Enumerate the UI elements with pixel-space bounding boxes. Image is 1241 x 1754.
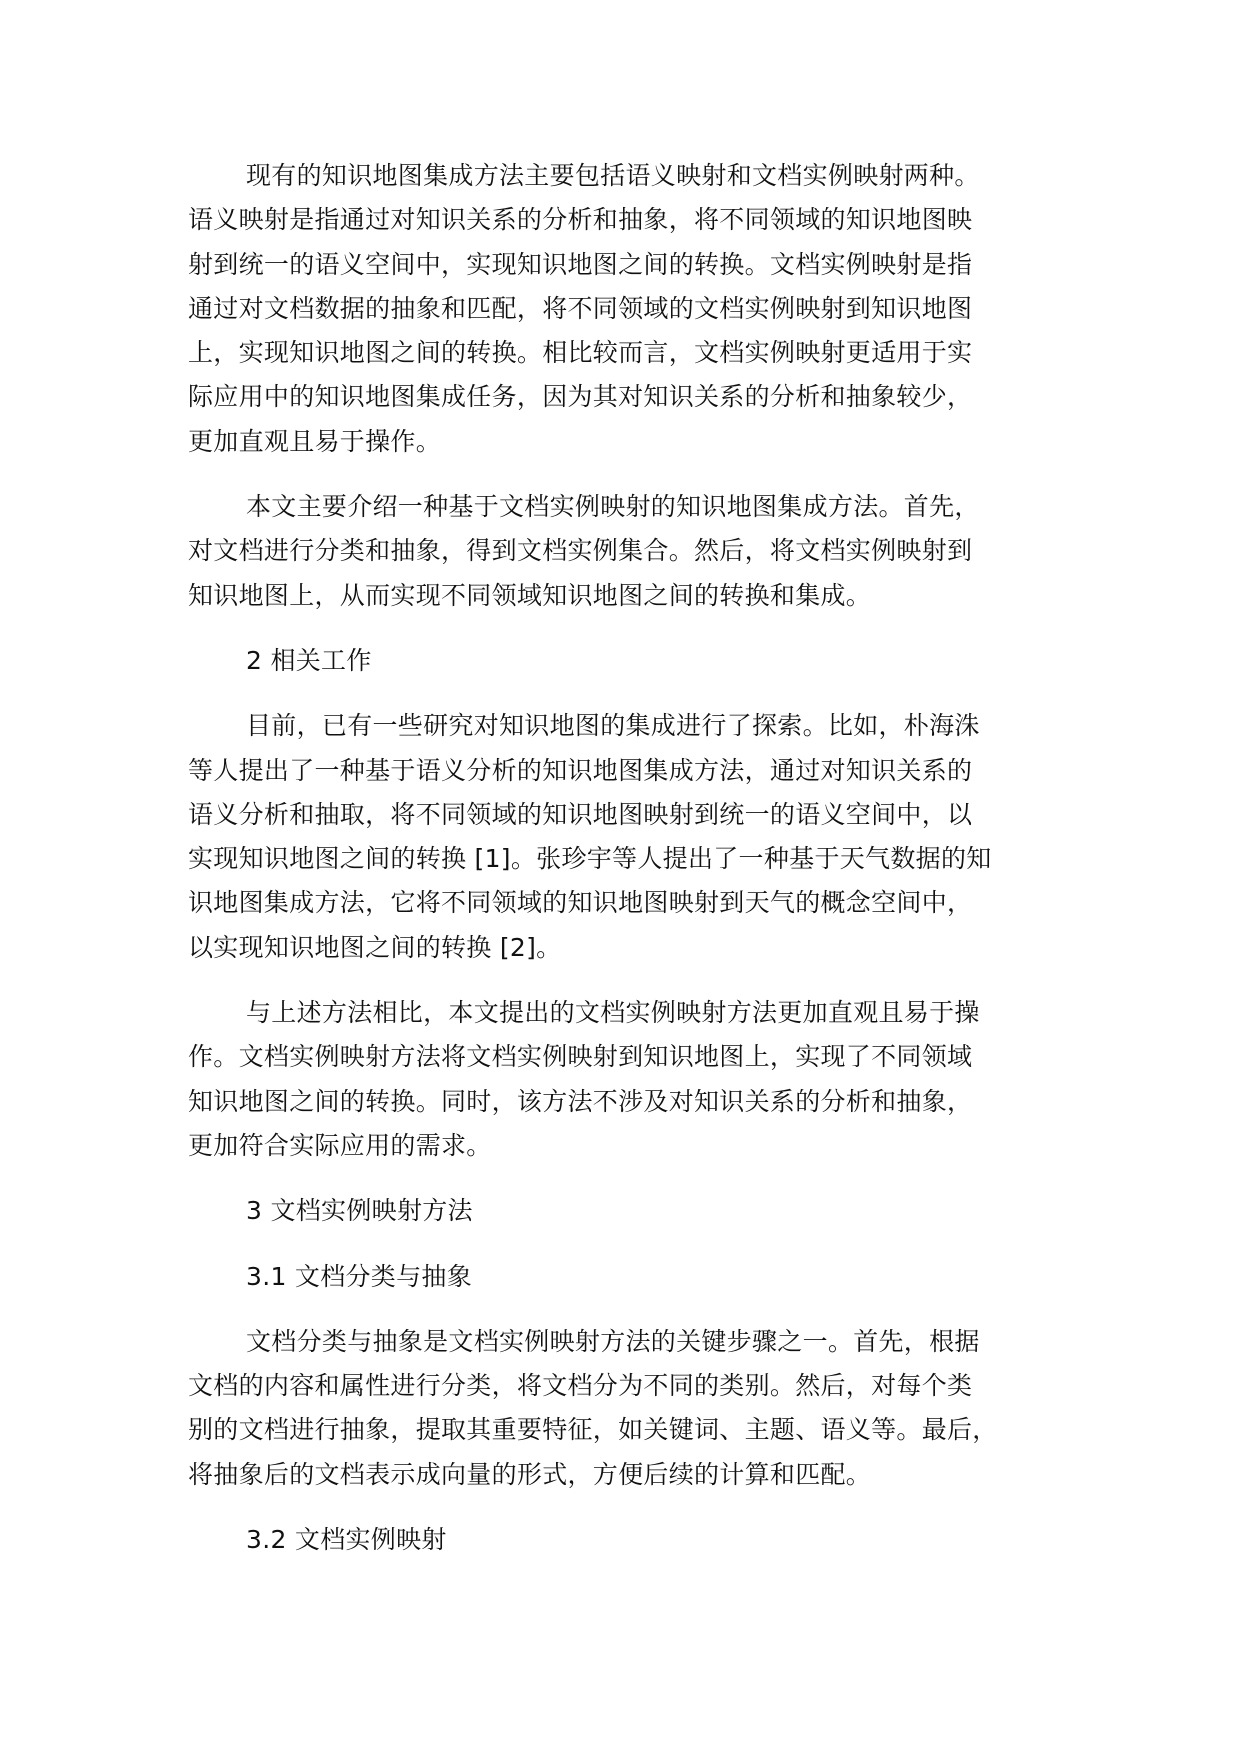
paragraph-classification xyxy=(188,1320,1058,1497)
text-line: 通过对文档数据的抽象和匹配，将不同领域的文档实例映射到知识地图 xyxy=(188,293,973,323)
text-line: 更加符合实际应用的需求。 xyxy=(188,1130,492,1160)
text-line: 以实现知识地图之间的转换 [2]。 xyxy=(188,932,562,962)
subsection-heading-3-2: 3.2 文档实例映射 xyxy=(246,1525,447,1555)
text-line: 别的文档进行抽象，提取其重要特征，如关键词、主题、语义等。最后， xyxy=(188,1415,998,1445)
subsection-heading-3-1: 3.1 文档分类与抽象 xyxy=(246,1261,473,1291)
text-line: 际应用中的知识地图集成任务，因为其对知识关系的分析和抽象较少， xyxy=(188,382,973,412)
text-line: 现有的知识地图集成方法主要包括语义映射和文档实例映射两种。 xyxy=(246,161,980,190)
text-line: 目前，已有一些研究对知识地图的集成进行了探索。比如，朴海洙 xyxy=(246,711,980,741)
text-line: 识地图集成方法，它将不同领域的知识地图映射到天气的概念空间中， xyxy=(188,888,973,918)
paragraph-paper-intro xyxy=(188,485,1058,618)
text-line: 等人提出了一种基于语义分析的知识地图集成方法，通过对知识关系的 xyxy=(188,755,973,785)
text-line: 将抽象后的文档表示成向量的形式，方便后续的计算和匹配。 xyxy=(188,1459,872,1489)
text-line: 文档的内容和属性进行分类，将文档分为不同的类别。然后，对每个类 xyxy=(188,1371,973,1401)
section-heading-related-work: 2 相关工作 xyxy=(246,645,372,675)
text-line: 对文档进行分类和抽象，得到文档实例集合。然后，将文档实例映射到 xyxy=(188,536,973,566)
paragraph-mapping-overview xyxy=(188,154,1058,464)
text-line: 作。文档实例映射方法将文档实例映射到知识地图上，实现了不同领域 xyxy=(188,1042,973,1072)
text-line: 更加直观且易于操作。 xyxy=(188,426,442,456)
text-line: 与上述方法相比，本文提出的文档实例映射方法更加直观且易于操 xyxy=(246,998,980,1028)
document-body xyxy=(188,154,1058,1583)
paragraph-related-work xyxy=(188,704,1058,970)
text-line: 本文主要介绍一种基于文档实例映射的知识地图集成方法。首先， xyxy=(246,492,980,522)
section-heading-method: 3 文档实例映射方法 xyxy=(246,1196,473,1226)
text-line: 知识地图之间的转换。同时，该方法不涉及对知识关系的分析和抽象， xyxy=(188,1086,973,1116)
text-line: 射到统一的语义空间中，实现知识地图之间的转换。文档实例映射是指 xyxy=(188,249,973,279)
text-line: 语义分析和抽取，将不同领域的知识地图映射到统一的语义空间中，以 xyxy=(188,799,973,829)
text-line: 知识地图上，从而实现不同领域知识地图之间的转换和集成。 xyxy=(188,580,872,610)
paragraph-comparison xyxy=(188,991,1058,1168)
text-line: 语义映射是指通过对知识关系的分析和抽象，将不同领域的知识地图映 xyxy=(188,205,973,235)
text-line: 文档分类与抽象是文档实例映射方法的关键步骤之一。首先，根据 xyxy=(246,1326,980,1356)
text-line: 实现知识地图之间的转换 [1]。张珍宇等人提出了一种基于天气数据的知 xyxy=(188,844,992,874)
text-line: 上，实现知识地图之间的转换。相比较而言，文档实例映射更适用于实 xyxy=(188,338,973,368)
